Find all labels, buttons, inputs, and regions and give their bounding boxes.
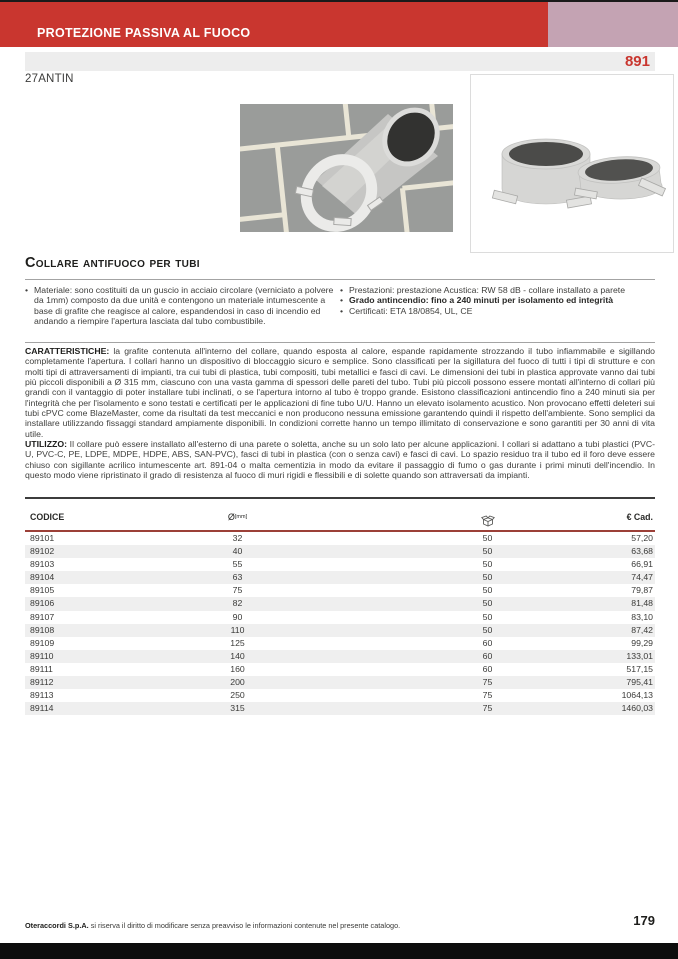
cell-diameter: 90 bbox=[232, 611, 243, 622]
cell-price: 1460,03 bbox=[621, 703, 653, 714]
cell-codice: 89105 bbox=[30, 585, 55, 596]
footer-company: Oteraccordi S.p.A. bbox=[25, 921, 89, 930]
feature-text: Materiale: sono costituiti da un guscio in acciaio circolare (verniciato a polvere da 1mm) composto da due unità e contengono un materiale intumescente a base di grafite che reagisce al calore, espandendosi in caso di incendio ed andando a riempire l'apertura lasciata dal tubo combustibile. bbox=[34, 285, 334, 327]
cell-price: 63,68 bbox=[631, 546, 653, 557]
feature-text: Certificati: ETA 18/0854, UL, CE bbox=[349, 305, 473, 316]
cell-price: 87,42 bbox=[631, 624, 653, 635]
cell-diameter: 82 bbox=[232, 598, 243, 609]
cell-pack-qty: 60 bbox=[482, 637, 493, 648]
bullet-dot: • bbox=[25, 285, 29, 295]
page-ref-strip bbox=[25, 52, 655, 71]
cell-diameter: 125 bbox=[230, 637, 245, 648]
footer-disclaimer bbox=[25, 921, 400, 930]
divider bbox=[25, 342, 655, 343]
cell-diameter: 160 bbox=[230, 663, 245, 674]
cell-pack-qty: 75 bbox=[482, 690, 493, 701]
cell-pack-qty: 60 bbox=[482, 663, 493, 674]
cell-diameter: 140 bbox=[230, 650, 245, 661]
feature-item bbox=[25, 285, 337, 327]
cell-pack-qty: 50 bbox=[482, 559, 493, 570]
paragraph-label: CARATTERISTICHE: bbox=[25, 346, 110, 356]
page-ref-badge: 891 bbox=[624, 53, 650, 70]
feature-item bbox=[340, 285, 658, 295]
cell-diameter: 40 bbox=[232, 546, 243, 557]
cell-codice: 89104 bbox=[30, 572, 55, 583]
cell-codice: 89103 bbox=[30, 559, 55, 570]
cell-pack-qty: 60 bbox=[482, 650, 493, 661]
table-row bbox=[25, 558, 655, 571]
paragraph-text: Il collare può essere installato all'esterno di una parete o soletta, anche su un solo lato per alcune applicazioni. I collari si adattano a tubi plastici (PVC-U, PVC-C, PE, LDPE, MDPE, HDPE, ABS, SAN-PVC), fasci di tubi in plastica (con o senza cavi) e fasci di cavi. Lo spazio residuo tra il tubo ed il foro deve essere chiuso con sigillante acrilico intumescente art. 891-04 o malta cementizia in modo da evitare il passaggio di fumo o gas durante i primi minuti dell'incendio. In questo modo viene ripristinato il grado di resistenza al fuoco di muri rigidi e flessibili e di solette quando son attraversati da impianti. bbox=[25, 439, 655, 481]
header-codice: CODICE bbox=[30, 512, 65, 522]
header-diameter bbox=[195, 506, 280, 530]
diameter-unit: [mm] bbox=[234, 514, 248, 520]
cell-codice: 89107 bbox=[30, 611, 55, 622]
table-row bbox=[25, 532, 655, 545]
header-price: € Cad. bbox=[626, 512, 653, 522]
cell-pack-qty: 75 bbox=[482, 703, 493, 714]
table-row bbox=[25, 637, 655, 650]
cell-diameter: 315 bbox=[230, 703, 245, 714]
bullet-dot: • bbox=[340, 285, 344, 295]
cell-codice: 89111 bbox=[30, 663, 53, 674]
table-row bbox=[25, 584, 655, 597]
bottom-edge-bar bbox=[0, 943, 678, 959]
cell-pack-qty: 50 bbox=[482, 598, 493, 609]
cell-price: 66,91 bbox=[631, 559, 653, 570]
feature-item bbox=[340, 295, 658, 305]
cell-diameter: 63 bbox=[232, 572, 243, 583]
paragraph-label: UTILIZZO: bbox=[25, 439, 67, 450]
cell-price: 133,01 bbox=[626, 650, 653, 661]
paragraph-caratteristiche bbox=[25, 346, 655, 439]
cell-codice: 89106 bbox=[30, 598, 55, 609]
footer-disclaimer-text: si riserva il diritto di modificare senza preavviso le informazioni contenute nel presente catalogo. bbox=[90, 921, 401, 930]
pipe-in-wall-illustration bbox=[240, 104, 453, 232]
cell-price: 83,10 bbox=[631, 611, 653, 622]
cell-price: 57,20 bbox=[631, 533, 653, 543]
table-row bbox=[25, 624, 655, 637]
cell-codice: 89112 bbox=[30, 677, 54, 688]
cell-codice: 89108 bbox=[30, 624, 55, 635]
cell-diameter: 200 bbox=[230, 677, 245, 688]
price-table bbox=[25, 506, 655, 715]
feature-text: Grado antincendio: fino a 240 minuti per isolamento ed integrità bbox=[349, 295, 614, 306]
product-photo-collars bbox=[470, 74, 674, 253]
cell-pack-qty: 50 bbox=[482, 533, 493, 543]
page-number: 179 bbox=[633, 913, 655, 928]
cell-price: 795,41 bbox=[626, 677, 653, 688]
cell-diameter: 75 bbox=[232, 585, 243, 596]
diameter-symbol: Ø bbox=[227, 512, 235, 522]
cell-price: 81,48 bbox=[631, 598, 653, 609]
section-title: PROTEZIONE PASSIVA AL FUOCO bbox=[37, 26, 251, 40]
cell-pack-qty: 50 bbox=[482, 624, 493, 635]
features-right bbox=[340, 285, 658, 316]
paragraph-text: la grafite contenuta all'interno del collare, quando esposta al calore, espande rapidamente strozzando il tubo infiammabile e sigillando completamente l'apertura. I collari hanno un dispositivo di bloccaggio sicuro e semplice. Sono classificati per la sigillatura del fuoco di tutti i tipi di strutture e con molti tipi di attraversamenti di impianti, tra cui tubi di plastica, tubi compositi, tubi metallici e fasci di cavi. Le dimensioni dei tubi in plastica approvate vanno dai tubi più piccoli disponibili a Ø 315 mm, ciascuno con una vasta gamma di spessori delle pareti del tubo. Tubi più piccoli possono essere montati all'interno di collari più grandi con il vantaggio di poter installare tubi inclinati, o se l'apertura intorno al tubo è troppo grande. Esistono classificazioni antincendio fino a 240 minuti sia per l'integrità che per l'isolamento e sono testati e certificati per le applicazioni di fine tubo U/U. Hanno un elevato isolamento acustico. Non provocano effetti deleteri sui tubi cPVC come BlazeMaster, come da risultati da test meccanici e non producono nessuna emissione garantendo quindi il rispetto dell'ambiente. Sono semplici da installare utilizzando fissaggi standard ampiamente disponibili. In condizioni corrette hanno un tempo illimitato di conservazione e sono garantiti per 30 anni di vita utile. bbox=[25, 346, 656, 439]
cell-price: 517,15 bbox=[626, 663, 653, 674]
cell-diameter: 55 bbox=[232, 559, 243, 570]
price-table-body bbox=[25, 532, 655, 715]
paragraph-utilizzo bbox=[25, 439, 655, 480]
cell-codice: 89101 bbox=[30, 533, 55, 543]
product-heading: Collare antifuoco per tubi bbox=[25, 255, 200, 271]
divider bbox=[25, 279, 655, 280]
table-row bbox=[25, 689, 655, 702]
cell-codice: 89110 bbox=[30, 650, 54, 661]
box-icon bbox=[481, 514, 495, 527]
cell-codice: 89113 bbox=[30, 690, 54, 701]
table-row bbox=[25, 611, 655, 624]
cell-codice: 89109 bbox=[30, 637, 55, 648]
cell-codice: 89102 bbox=[30, 546, 55, 557]
cell-diameter: 250 bbox=[230, 690, 245, 701]
feature-item bbox=[340, 306, 658, 316]
table-row bbox=[25, 571, 655, 584]
table-row bbox=[25, 597, 655, 610]
table-row bbox=[25, 663, 655, 676]
cell-pack-qty: 50 bbox=[482, 546, 493, 557]
header-pack-qty bbox=[425, 506, 550, 530]
fire-collars-illustration bbox=[471, 75, 673, 252]
cell-pack-qty: 75 bbox=[482, 677, 493, 688]
bullet-dot: • bbox=[340, 305, 344, 316]
cell-price: 1064,13 bbox=[621, 690, 653, 701]
description-paragraphs bbox=[25, 346, 655, 480]
table-row bbox=[25, 702, 655, 715]
cell-price: 99,29 bbox=[631, 637, 653, 648]
divider-dark bbox=[25, 497, 655, 499]
product-photo-installed bbox=[240, 104, 453, 232]
features-left bbox=[25, 285, 337, 327]
price-table-header bbox=[25, 506, 655, 532]
cell-diameter: 32 bbox=[232, 533, 243, 543]
table-row bbox=[25, 676, 655, 689]
cell-codice: 89114 bbox=[30, 703, 54, 714]
feature-text: Prestazioni: prestazione Acustica: RW 58 dB - collare installato a parete bbox=[349, 285, 626, 295]
cell-diameter: 110 bbox=[230, 624, 245, 635]
cell-pack-qty: 50 bbox=[482, 572, 493, 583]
cell-price: 79,87 bbox=[631, 585, 653, 596]
table-row bbox=[25, 650, 655, 663]
table-row bbox=[25, 545, 655, 558]
corner-color-block bbox=[548, 2, 678, 47]
cell-price: 74,47 bbox=[631, 572, 653, 583]
cell-pack-qty: 50 bbox=[482, 611, 493, 622]
cell-pack-qty: 50 bbox=[482, 585, 493, 596]
bullet-dot: • bbox=[340, 295, 344, 306]
product-code: 27ANTIN bbox=[25, 73, 74, 85]
